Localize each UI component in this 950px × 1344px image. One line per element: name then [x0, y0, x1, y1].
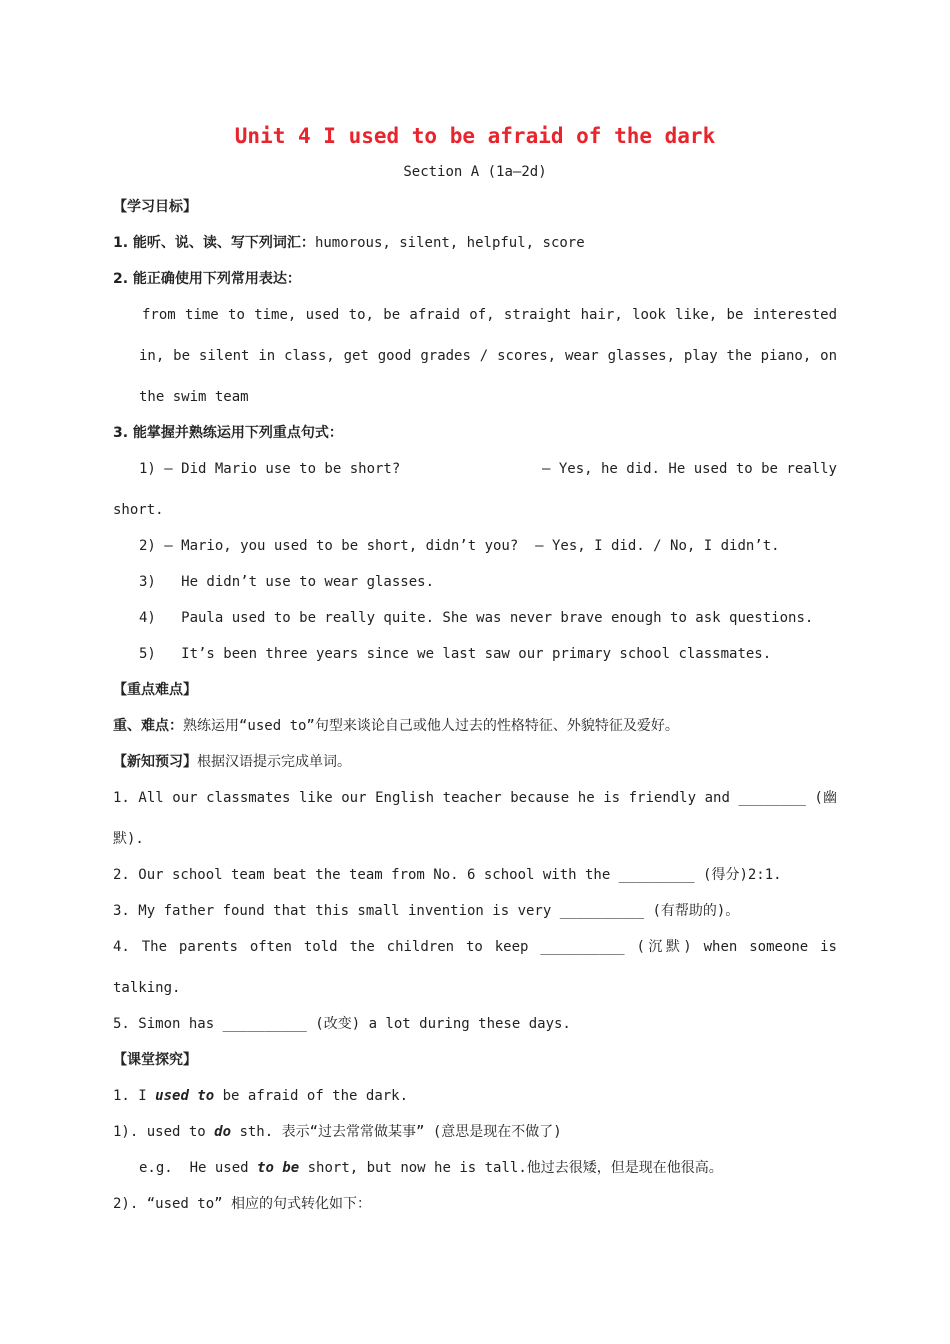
keypoints-heading: 【重点难点】	[113, 682, 197, 698]
expressions-line-1: from time to time, used to, be afraid of, straight hair, look like, be interested	[142, 307, 837, 323]
keypoints-label: 重、难点：	[113, 718, 183, 734]
sentence-4: 4) Paula used to be really quite. She was never brave enough to ask questions.	[139, 610, 814, 626]
explore-p2-pre: 1). used to	[113, 1124, 215, 1140]
explore-p4: 2). “used to” 相应的句式转化如下：	[113, 1196, 372, 1212]
explore-p1-post: be afraid of the dark.	[214, 1088, 409, 1104]
objective-3: 3. 能掌握并熟练运用下列重点句式：	[113, 425, 343, 441]
explore-p3-pre: e.g. He used	[139, 1160, 258, 1176]
objective-1-words: humorous, silent, helpful, score	[314, 235, 585, 251]
section-subtitle: Section A (1a—2d)	[403, 164, 547, 180]
explore-p1	[113, 1086, 837, 1106]
explore-p1-pre: 1. I	[113, 1088, 156, 1104]
preview-q1a: 1. All our classmates like our English teacher because he is friendly and ________ (幽	[113, 790, 837, 806]
sentence-1a: 1) — Did Mario use to be short?	[139, 461, 401, 477]
explore-example	[139, 1158, 837, 1178]
explore-p3-post: short, but now he is tall.他过去很矮，但是现在他很高。	[299, 1160, 723, 1176]
preview-q4a: 4. The parents often told the children to keep __________ (沉默) when someone is	[113, 939, 837, 955]
explore-p3-em: to be	[257, 1160, 300, 1176]
preview-heading-line	[113, 752, 837, 772]
preview-q4b: talking.	[113, 980, 181, 996]
objective-1-label: 1. 能听、说、读、写下列词汇：	[113, 235, 315, 251]
keypoints-body: 熟练运用“used to”句型来谈论自己或他人过去的性格特征、外貌特征及爱好。	[183, 718, 679, 734]
preview-instruction: 根据汉语提示完成单词。	[197, 754, 351, 770]
explore-p2-post: sth. 表示“过去常常做某事” (意思是现在不做了)	[231, 1124, 562, 1140]
keypoints-text	[113, 716, 837, 736]
preview-q5: 5. Simon has __________ (改变) a lot during these days.	[113, 1016, 571, 1032]
sentence-1b: — Yes, he did. He used to be really	[541, 461, 837, 477]
objective-1	[113, 233, 837, 253]
explore-heading: 【课堂探究】	[113, 1052, 197, 1068]
page-title: Unit 4 I used to be afraid of the dark	[234, 124, 716, 148]
objectives-heading: 【学习目标】	[113, 199, 197, 215]
sentence-1c: short.	[113, 502, 164, 518]
expressions-line-3: the swim team	[139, 389, 249, 405]
preview-q1b: 默).	[113, 831, 144, 847]
explore-p2-em: do	[214, 1124, 232, 1140]
sentence-2: 2) — Mario, you used to be short, didn’t you? — Yes, I did. / No, I didn’t.	[139, 538, 780, 554]
preview-q2: 2. Our school team beat the team from No. 6 school with the _________ (得分)2:1.	[113, 867, 782, 883]
sentence-5: 5) It’s been three years since we last saw our primary school classmates.	[139, 646, 772, 662]
explore-p1-em: used to	[155, 1088, 215, 1104]
objective-2: 2. 能正确使用下列常用表达：	[113, 271, 301, 287]
expressions-line-2: in, be silent in class, get good grades / scores, wear glasses, play the piano, on	[139, 348, 837, 364]
preview-q3: 3. My father found that this small invention is very __________ (有帮助的)。	[113, 903, 740, 919]
sentence-3: 3) He didn’t use to wear glasses.	[139, 574, 435, 590]
explore-p2	[113, 1122, 837, 1142]
preview-heading: 【新知预习】	[113, 754, 197, 770]
